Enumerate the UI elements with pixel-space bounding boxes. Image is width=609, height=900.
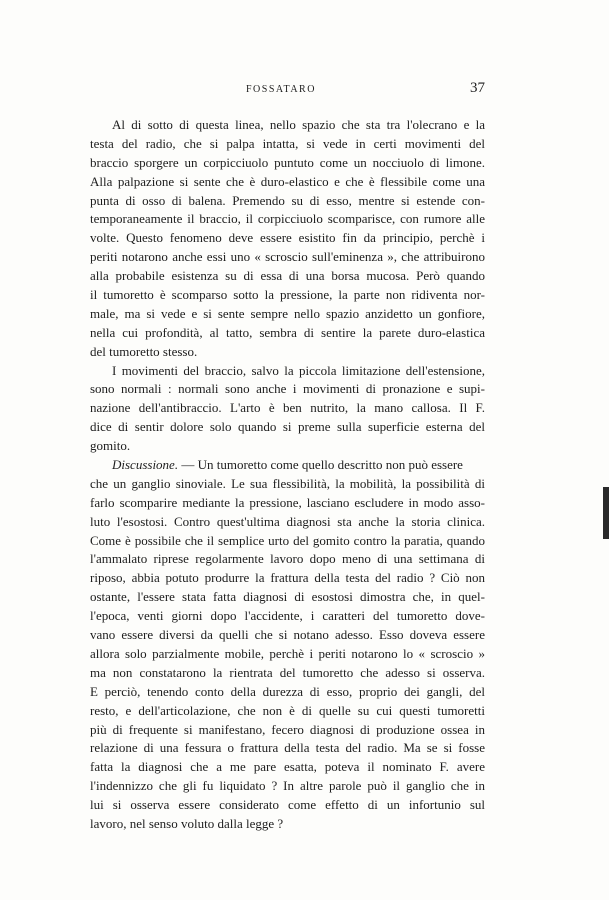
text-line: volte. Questo fenomeno deve essere esistito fin da principio, perchè i [90, 230, 485, 246]
text-line: punta di osso di balena. Premendo su di esso, mentre si estende con- [90, 192, 485, 208]
text-line: lui si osserva essere considerato come effetto di un infortunio sul [90, 797, 485, 813]
text-line: più di frequente si manifestano, fecero diagnosi di produzione ossea in [90, 721, 485, 737]
text-line: riposo, abbia potuto produrre la frattura della testa del radio ? Ciò non [90, 570, 485, 586]
text-line: l'indennizzo che gli fu liquidato ? In altre parole può il ganglio che in [90, 778, 485, 794]
body-text [90, 116, 485, 834]
text-line: temporaneamente il braccio, il corpicciuolo scomparisce, con rumore alle [90, 211, 485, 227]
text-line: Alla palpazione si sente che è duro-elastico e che è flessibile come una [90, 173, 485, 189]
section-subhead: Discussione. [112, 457, 179, 473]
text-line: nella cui profondità, al tatto, sembra di sentire la parete duro-elastica [90, 324, 485, 340]
text-line: Al di sotto di questa linea, nello spazio che sta tra l'olecrano e la [112, 117, 485, 132]
text-line: sono normali : normali sono anche i movimenti di pronazione e supi- [90, 381, 485, 397]
text-line: dice di sentir dolore solo quando si preme sulla superficie esterna del [90, 419, 485, 435]
text-line: luto l'esostosi. Contro quest'ultima diagnosi sta anche la storia clinica. [90, 513, 485, 529]
scan-edge-mark [603, 487, 609, 539]
text-line: nazione dell'antibraccio. L'arto è ben nutrito, la mano callosa. Il F. [90, 400, 485, 416]
text-line: allora solo parzialmente mobile, perchè i periti notarono lo « scroscio » [90, 645, 485, 661]
text-line: farlo scomparire mediante la pressione, lasciano escludere in modo asso- [90, 494, 485, 510]
text-line: che un ganglio sinoviale. Le sua flessibilità, la mobilità, la possibilità di [90, 475, 485, 491]
text-line: testa del radio, che si palpa intatta, si vede in certi movimenti del [90, 135, 485, 151]
text-line: E perciò, tenendo conto della durezza di esso, proprio dei gangli, del [90, 683, 485, 699]
text-line: alla probabile esistenza su di essa di una borsa mucosa. Però quando [90, 268, 485, 284]
text-line: resto, e dell'articolazione, che non è di quelle su cui questi tumoretti [90, 702, 485, 718]
text-line: vano essere diversi da quelli che si notano adesso. Esso doveva essere [90, 627, 485, 643]
text-line [90, 456, 485, 475]
text-line: lavoro, nel senso voluto dalla legge ? [90, 815, 284, 831]
text-line: male, ma si vede e si sente sempre nello spazio anzidetto un gonfiore, [90, 305, 485, 321]
text-line: l'epoca, venti giorni dopo l'accidente, i caratteri del tumoretto dove- [90, 608, 485, 624]
text-line: I movimenti del braccio, salvo la piccola limitazione dell'estensione, [112, 362, 485, 378]
text-line: del tumoretto stesso. [90, 343, 198, 359]
text-line: ostante, l'essere stata fatta diagnosi di esostosi dimostra che, in quel- [90, 589, 485, 605]
text-line: periti notarono anche essi uno « scroscio sull'eminenza », che attribuirono [90, 249, 485, 265]
text-line: il tumoretto è scomparso sotto la pressione, la parte non ridiventa nor- [90, 287, 485, 303]
text-line: l'ammalato riprese regolarmente lavoro dopo meno di una settimana di [90, 551, 485, 567]
text-line: Come è possibile che il semplice urto del gomito contro la paratia, quando [90, 532, 485, 548]
text-line: braccio sporgere un corpicciuolo puntuto come un nocciuolo di limone. [90, 154, 485, 170]
page-header [90, 80, 485, 100]
text-line: relazione di una fessura o frattura della testa del radio. Ma se si fosse [90, 740, 485, 756]
text-line: ma non constatarono la rientrata del tumoretto che adesso si osserva. [90, 664, 485, 680]
text-line: fatta la diagnosi che a me pare esatta, poteva il nominato F. avere [90, 759, 485, 775]
text-line: gomito. [90, 438, 131, 454]
running-title: FOSSATARO [246, 84, 316, 95]
page-number: 37 [470, 80, 485, 96]
text-line-rest: — Un tumoretto come quello descritto non può essere [178, 457, 463, 473]
